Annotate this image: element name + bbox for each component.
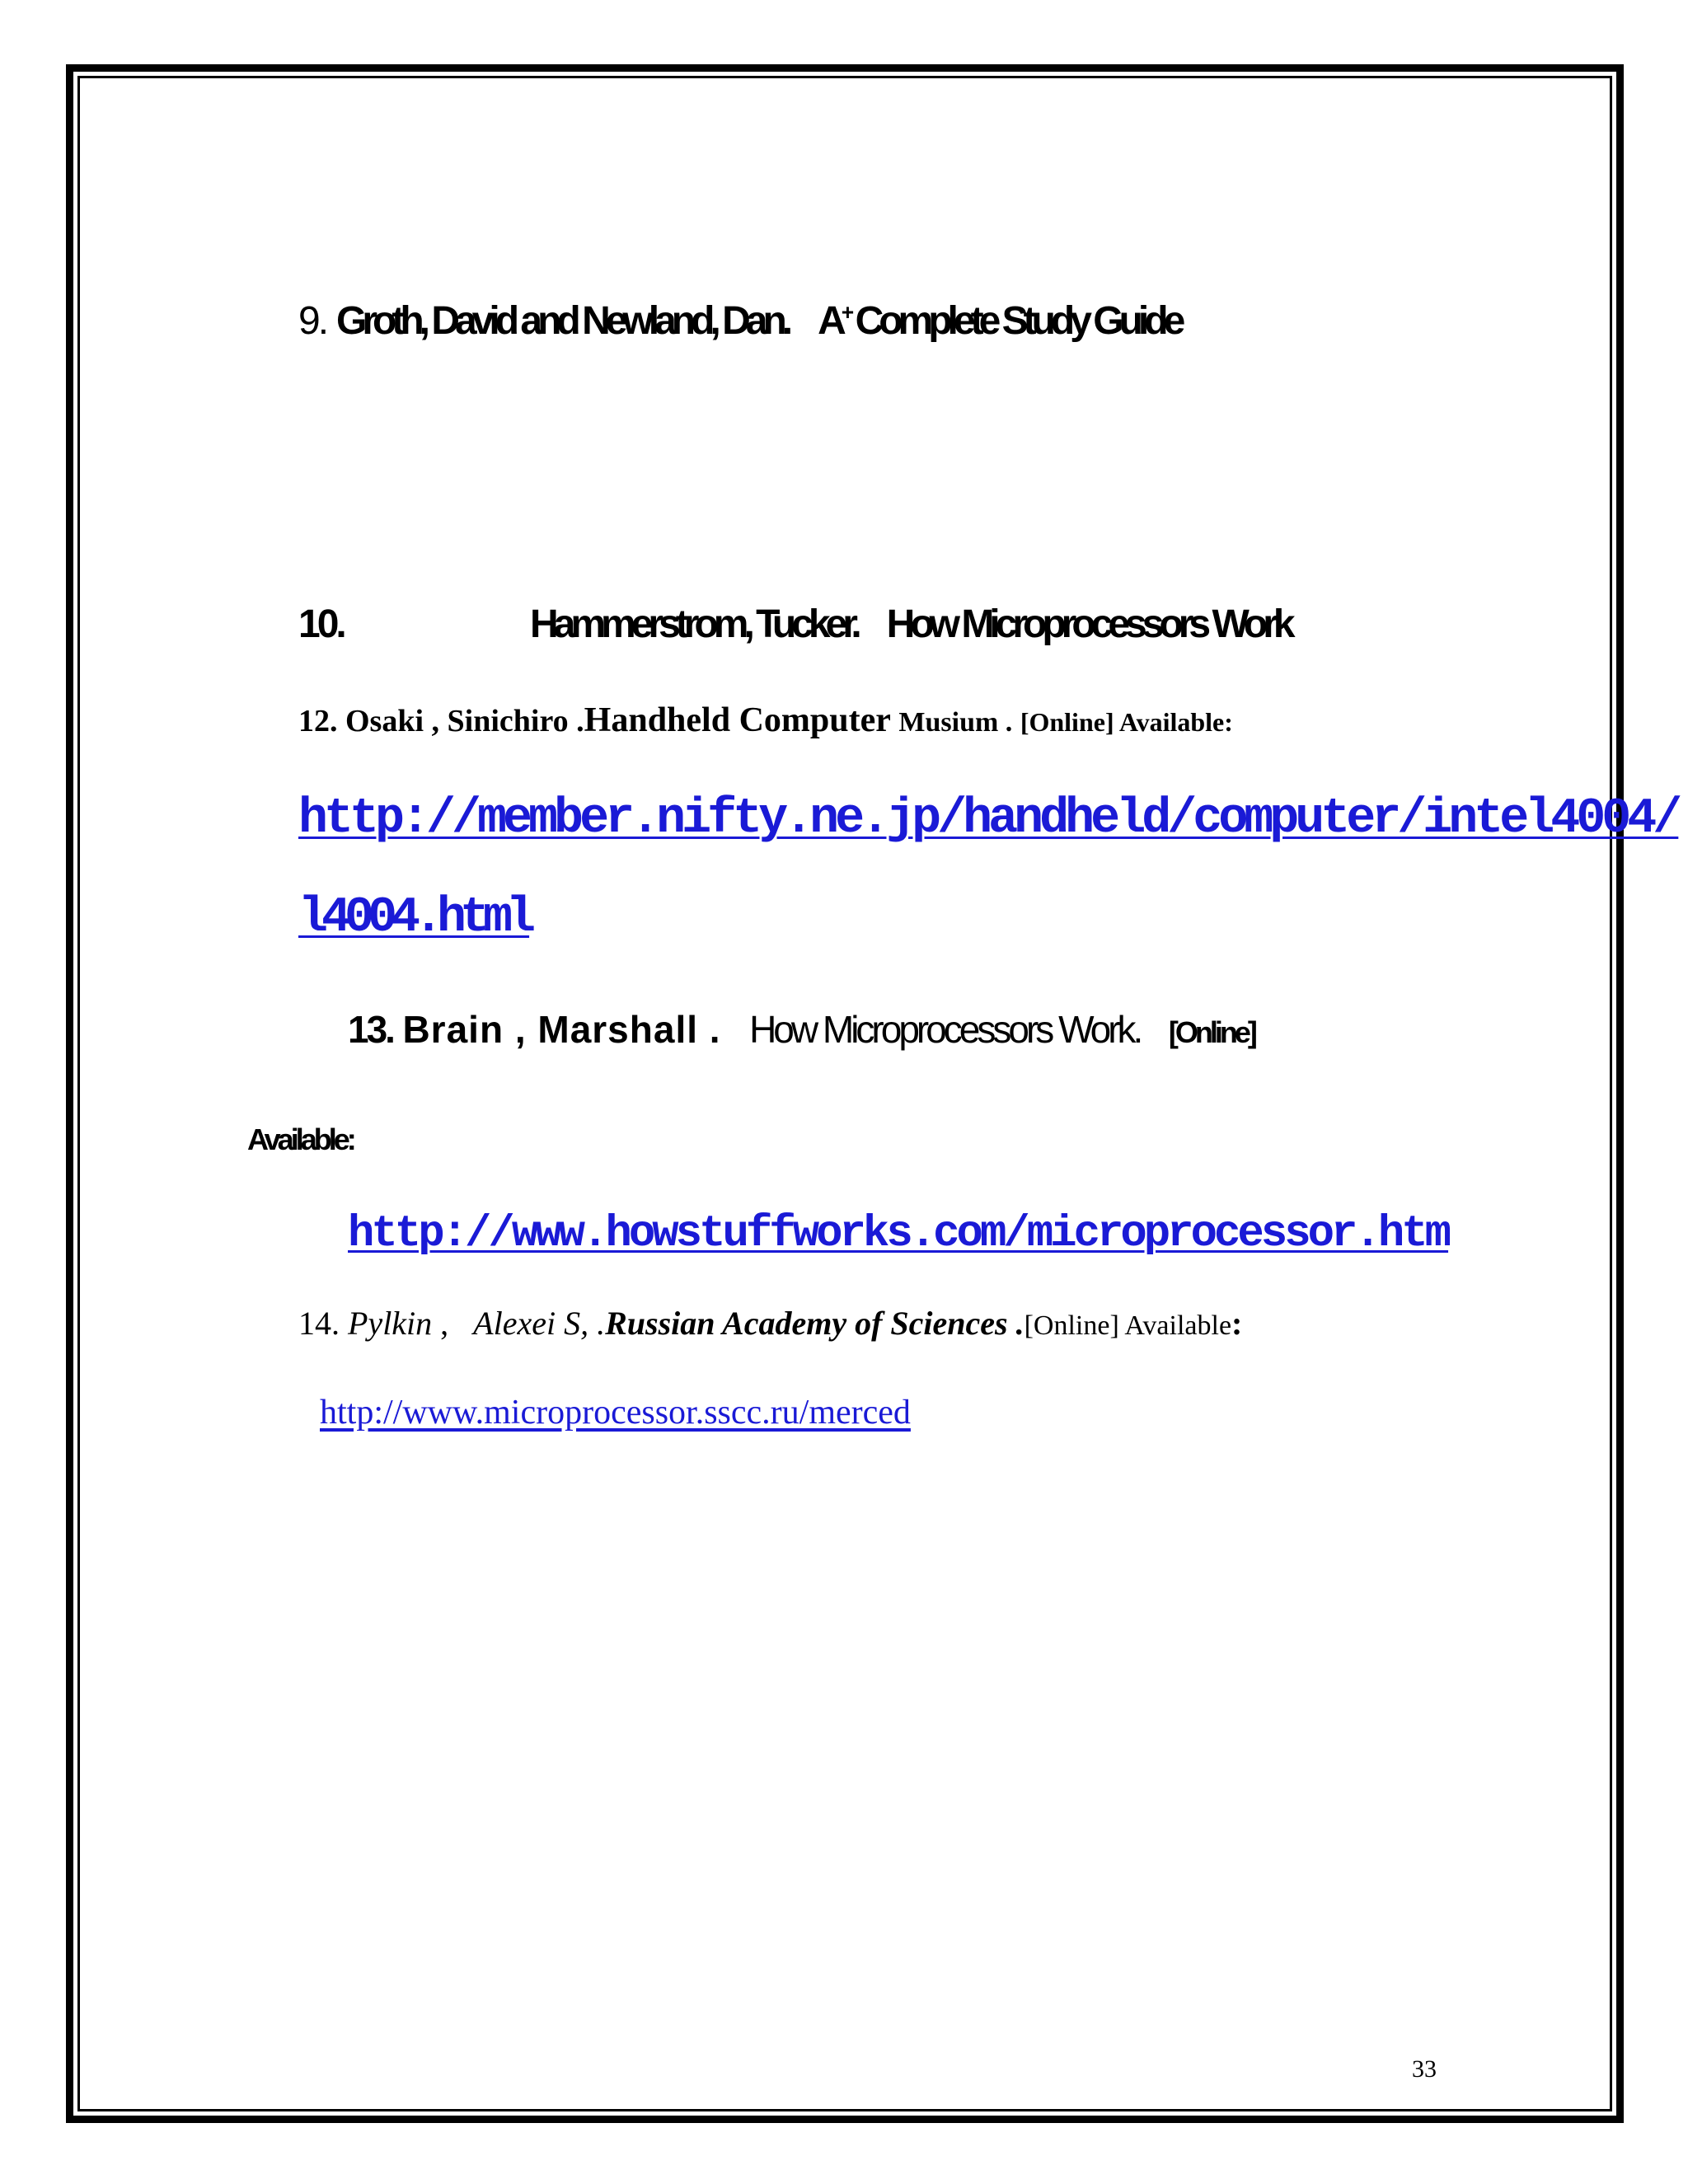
ref14-online: [Online] Available — [1024, 1310, 1232, 1341]
reference-10-body — [530, 602, 1291, 647]
ref14-url[interactable]: http://www.microprocessor.sscc.ru/merced — [320, 1394, 911, 1432]
page-border-inner — [77, 76, 1612, 2111]
ref14-author-last: Pylkin — [348, 1305, 433, 1342]
ref13-authors: Brain , Marshall . — [402, 1008, 721, 1051]
ref13-available: Available: — [247, 1122, 354, 1156]
ref9-authors: Groth, David and Newland, Dan. — [336, 299, 789, 343]
ref13-online: [Online] — [1168, 1015, 1254, 1049]
ref12-authors: Osaki , Sinichiro . — [345, 704, 584, 738]
ref9-title: A+ Complete Study Guide — [818, 299, 1181, 343]
reference-13 — [348, 1007, 1254, 1052]
ref13-number: 13. — [348, 1008, 393, 1051]
ref12-url-line2[interactable]: l4004.html — [298, 890, 530, 946]
ref13-url-wrap — [348, 1205, 1448, 1259]
ref14-colon: : — [1231, 1305, 1243, 1342]
ref10-title: How Microprocessors Work — [886, 602, 1291, 646]
ref10-authors: Hammerstrom, Tucker. — [530, 602, 857, 646]
ref12-title-large: Handheld Computer — [584, 701, 891, 739]
ref13-title: How Microprocessors Work. — [749, 1008, 1141, 1051]
ref14-url-wrap — [320, 1393, 911, 1432]
ref14-title: Russian Academy of Sciences . — [605, 1305, 1025, 1342]
ref14-number: 14. — [298, 1305, 340, 1342]
ref12-url-line1-wrap — [298, 787, 1678, 847]
ref12-url-line1[interactable]: http://member.nifty.ne.jp/handheld/computer/intel4004/ — [298, 791, 1679, 847]
ref10-number: 10. — [298, 602, 344, 646]
ref12-online: [Online] Available: — [1020, 707, 1233, 737]
ref13-url[interactable]: http://www.howstuffworks.com/microprocessor.htm — [348, 1209, 1449, 1259]
ref12-number: 12. — [298, 704, 338, 738]
reference-14: 14. Pylkin , Alexei S, .Russian Academy of Sciences .[Online] Available: — [298, 1305, 1243, 1342]
ref14-author-first: Alexei S, . — [473, 1305, 606, 1342]
ref13-available-wrap — [247, 1122, 354, 1157]
reference-9 — [298, 298, 1180, 344]
ref12-url-line2-wrap — [298, 886, 529, 946]
page-number: 33 — [1412, 2055, 1437, 2083]
reference-12 — [298, 701, 1233, 740]
ref9-number: 9. — [298, 299, 327, 343]
ref12-title-small: Musium . — [898, 707, 1013, 738]
reference-10 — [298, 602, 344, 647]
